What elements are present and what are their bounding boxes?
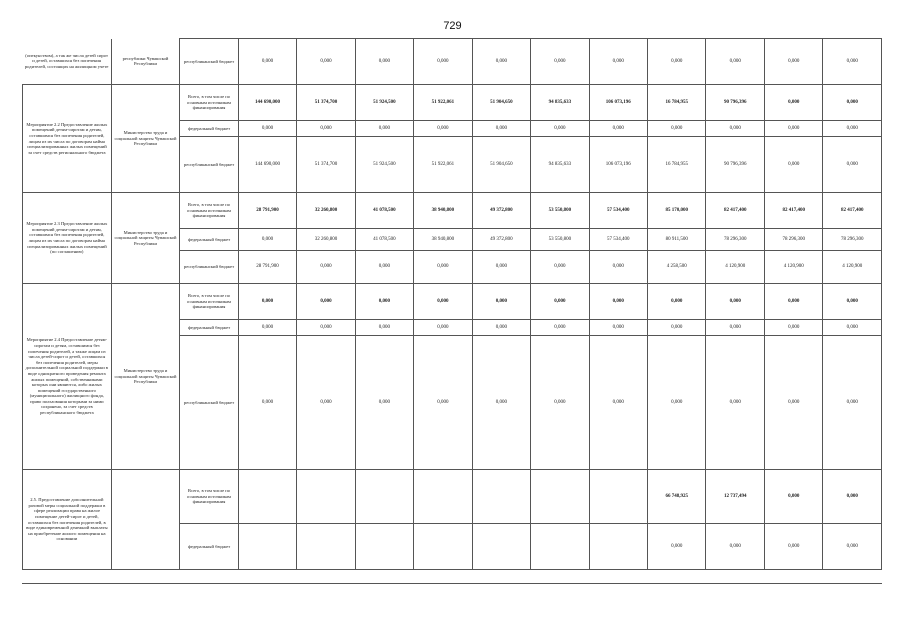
top-section-row xyxy=(23,39,882,85)
top-section-value-2: 0,000 xyxy=(297,39,355,85)
measure-5-value-4 xyxy=(414,524,472,570)
measure-4-value-6: 0,000 xyxy=(531,336,589,470)
page-number: 729 xyxy=(443,20,462,32)
measure-3-value-8: 4 258,500 xyxy=(648,251,706,284)
measure-2-value-3: 51 924,500 xyxy=(355,85,413,121)
measure-2-value-5: 51 904,650 xyxy=(472,137,530,193)
measure-5-funding-source: федеральный бюджет xyxy=(180,524,238,570)
measure-3-value-3: 41 078,500 xyxy=(355,229,413,251)
measure-5-value-9: 0,000 xyxy=(706,524,764,570)
measure-3-value-5: 49 372,800 xyxy=(472,229,530,251)
measure-4-funding-source: республиканский бюджет xyxy=(180,336,238,470)
measure-2-value-5: 0,000 xyxy=(472,121,530,137)
measure-4-value-2: 0,000 xyxy=(297,284,355,320)
measure-3-title: Мероприятие 2.3 Предоставление жилых помещений детям-сиротам и детям, оставшимся без попечения родителей, лицам из их числа по договорам найма специализированных жилых помещений (по соглашению) xyxy=(23,193,112,284)
measure-2-value-1: 144 690,000 xyxy=(238,137,296,193)
measure-4-value-9: 0,000 xyxy=(706,336,764,470)
top-section-value-6: 0,000 xyxy=(531,39,589,85)
measure-4-value-11: 0,000 xyxy=(823,320,882,336)
measure-3-value-4: 0,000 xyxy=(414,251,472,284)
measure-5-value-8: 66 748,925 xyxy=(648,470,706,524)
measure-5-value-6 xyxy=(531,524,589,570)
measure-4-value-8: 0,000 xyxy=(648,320,706,336)
measure-4-value-4: 0,000 xyxy=(414,284,472,320)
measure-2-funding-source: федеральный бюджет xyxy=(180,121,238,137)
measure-5-title: 2.5. Предоставление дополнительной разовой меры социальной поддержки в сфере реализации права на жилое помещение детей-сирот и детей, оставшихся без попечения родителей, в виде единовременной денежной выплаты на приобретение жилого помещения на основании xyxy=(23,470,112,570)
measure-2-funding-source: Всего, в том числе по основным источникам финансирования xyxy=(180,85,238,121)
top-section-value-11: 0,000 xyxy=(823,39,882,85)
measure-3-value-6: 53 550,800 xyxy=(531,229,589,251)
measure-2-value-10: 0,000 xyxy=(764,85,822,121)
measure-3-value-3: 0,000 xyxy=(355,251,413,284)
measure-2-value-2: 0,000 xyxy=(297,121,355,137)
measure-2-value-4: 51 922,061 xyxy=(414,85,472,121)
measure-5-funding-source: Всего, в том числе по основным источникам финансирования xyxy=(180,470,238,524)
measure-4-value-5: 0,000 xyxy=(472,284,530,320)
measure-5-value-5 xyxy=(472,524,530,570)
top-section-value-4: 0,000 xyxy=(414,39,472,85)
measure-5-value-8: 0,000 xyxy=(648,524,706,570)
measure-4-value-4: 0,000 xyxy=(414,320,472,336)
measure-4-value-7: 0,000 xyxy=(589,284,647,320)
measure-3-value-7: 57 534,400 xyxy=(589,229,647,251)
measure-4-value-10: 0,000 xyxy=(764,336,822,470)
measure-3-funding-source: федеральный бюджет xyxy=(180,229,238,251)
measure-2-value-2: 51 374,700 xyxy=(297,85,355,121)
measure-4-value-11: 0,000 xyxy=(823,336,882,470)
measure-3-value-6: 0,000 xyxy=(531,251,589,284)
measure-2-value-6: 0,000 xyxy=(531,121,589,137)
measure-2-value-3: 51 924,500 xyxy=(355,137,413,193)
measure-4-value-5: 0,000 xyxy=(472,336,530,470)
measure-3-value-4: 38 940,800 xyxy=(414,193,472,229)
measure-3-value-11: 78 296,300 xyxy=(823,229,882,251)
top-section-title: (опекунством), а так же числа детей сирот и детей, оставшихся без попечения родителей, состоящих на жилищном учете xyxy=(23,39,112,85)
measure-4-value-10: 0,000 xyxy=(764,320,822,336)
measure-2-value-6: 94 835,633 xyxy=(531,85,589,121)
measure-2-value-8: 16 784,955 xyxy=(648,85,706,121)
measure-2-value-7: 106 073,196 xyxy=(589,85,647,121)
top-section-value-5: 0,000 xyxy=(472,39,530,85)
measure-3-value-4: 38 940,800 xyxy=(414,229,472,251)
measure-3-value-1: 0,000 xyxy=(238,229,296,251)
measure-3-value-8: 85 170,000 xyxy=(648,193,706,229)
measure-2-value-3: 0,000 xyxy=(355,121,413,137)
measure-2-value-7: 106 073,196 xyxy=(589,137,647,193)
measure-3-value-7: 0,000 xyxy=(589,251,647,284)
measure-4-value-1: 0,000 xyxy=(238,320,296,336)
measure-2-value-8: 0,000 xyxy=(648,121,706,137)
measure-4-value-3: 0,000 xyxy=(355,320,413,336)
top-section-value-7: 0,000 xyxy=(589,39,647,85)
top-section-executor: республики Чувашской Республики xyxy=(111,39,180,85)
measure-2-value-4: 0,000 xyxy=(414,121,472,137)
measure-2-value-9: 0,000 xyxy=(706,121,764,137)
measure-4-value-1: 0,000 xyxy=(238,336,296,470)
measure-5-value-9: 12 737,494 xyxy=(706,470,764,524)
top-section-value-1: 0,000 xyxy=(238,39,296,85)
measure-3-executor: Министерство труда и социальной защиты Чувашской Республики xyxy=(111,193,180,284)
measure-5-value-10: 0,000 xyxy=(764,470,822,524)
measure-4-value-9: 0,000 xyxy=(706,284,764,320)
measure-4-value-11: 0,000 xyxy=(823,284,882,320)
measure-5-value-10: 0,000 xyxy=(764,524,822,570)
measure-2-funding-source: республиканский бюджет xyxy=(180,137,238,193)
measure-3-value-9: 82 417,400 xyxy=(706,193,764,229)
measure-4-value-10: 0,000 xyxy=(764,284,822,320)
measure-4-value-8: 0,000 xyxy=(648,284,706,320)
measure-4-value-1: 0,000 xyxy=(238,284,296,320)
measure-5-value-7 xyxy=(589,470,647,524)
measure-3-row xyxy=(23,193,882,229)
measure-3-value-2: 32 260,800 xyxy=(297,229,355,251)
measure-5-row xyxy=(23,470,882,524)
measure-3-value-1: 28 791,900 xyxy=(238,193,296,229)
measure-2-value-10: 0,000 xyxy=(764,121,822,137)
measure-2-value-1: 0,000 xyxy=(238,121,296,137)
measure-3-value-2: 32 260,800 xyxy=(297,193,355,229)
measure-2-value-9: 90 796,396 xyxy=(706,137,764,193)
measure-3-value-2: 0,000 xyxy=(297,251,355,284)
top-section-value-9: 0,000 xyxy=(706,39,764,85)
measure-3-value-1: 28 791,900 xyxy=(238,251,296,284)
measure-2-executor: Министерство труда и социальной защиты Чувашской Республики xyxy=(111,85,180,193)
measure-3-funding-source: Всего, в том числе по основным источникам финансирования xyxy=(180,193,238,229)
measure-3-funding-source: республиканский бюджет xyxy=(180,251,238,284)
measure-3-value-3: 41 078,500 xyxy=(355,193,413,229)
measure-4-value-7: 0,000 xyxy=(589,320,647,336)
top-section-value-8: 0,000 xyxy=(648,39,706,85)
measure-2-value-4: 51 922,061 xyxy=(414,137,472,193)
measure-3-value-11: 4 120,900 xyxy=(823,251,882,284)
measure-4-value-8: 0,000 xyxy=(648,336,706,470)
measure-3-value-8: 80 911,500 xyxy=(648,229,706,251)
measure-3-value-5: 49 372,800 xyxy=(472,193,530,229)
measure-2-value-7: 0,000 xyxy=(589,121,647,137)
measure-2-value-11: 0,000 xyxy=(823,85,882,121)
measure-2-value-9: 90 796,396 xyxy=(706,85,764,121)
measure-4-value-6: 0,000 xyxy=(531,284,589,320)
measure-2-value-6: 94 835,633 xyxy=(531,137,589,193)
measure-5-value-3 xyxy=(355,524,413,570)
measure-4-executor: Министерство труда и социальной защиты Чувашской Республики xyxy=(111,284,180,470)
top-section-value-3: 0,000 xyxy=(355,39,413,85)
measure-5-value-6 xyxy=(531,470,589,524)
measure-5-value-1 xyxy=(238,470,296,524)
measure-3-value-11: 82 417,400 xyxy=(823,193,882,229)
measure-4-funding-source: федеральный бюджет xyxy=(180,320,238,336)
measure-5-value-3 xyxy=(355,470,413,524)
measure-2-value-10: 0,000 xyxy=(764,137,822,193)
measure-4-value-6: 0,000 xyxy=(531,320,589,336)
measure-4-row xyxy=(23,284,882,320)
measure-3-value-6: 53 550,800 xyxy=(531,193,589,229)
measure-4-funding-source: Всего, в том числе по основным источникам финансирования xyxy=(180,284,238,320)
measure-2-value-11: 0,000 xyxy=(823,137,882,193)
measure-5-executor xyxy=(111,470,180,570)
measure-5-value-11: 0,000 xyxy=(823,524,882,570)
measure-4-value-3: 0,000 xyxy=(355,284,413,320)
measure-5-value-5 xyxy=(472,470,530,524)
top-section-funding-source: республиканский бюджет xyxy=(180,39,238,85)
measure-3-value-10: 4 120,900 xyxy=(764,251,822,284)
measure-2-value-11: 0,000 xyxy=(823,121,882,137)
measure-4-value-2: 0,000 xyxy=(297,336,355,470)
measure-4-value-7: 0,000 xyxy=(589,336,647,470)
measure-2-value-5: 51 904,650 xyxy=(472,85,530,121)
measure-2-row xyxy=(23,85,882,121)
measure-3-value-7: 57 534,400 xyxy=(589,193,647,229)
budget-table xyxy=(22,38,882,570)
top-section-value-10: 0,000 xyxy=(764,39,822,85)
measure-3-value-9: 4 120,900 xyxy=(706,251,764,284)
measure-5-value-2 xyxy=(297,524,355,570)
measure-4-value-4: 0,000 xyxy=(414,336,472,470)
measure-5-value-7 xyxy=(589,524,647,570)
measure-3-value-9: 78 296,300 xyxy=(706,229,764,251)
measure-4-value-2: 0,000 xyxy=(297,320,355,336)
measure-3-value-10: 82 417,400 xyxy=(764,193,822,229)
measure-2-value-2: 51 374,700 xyxy=(297,137,355,193)
measure-2-value-1: 144 690,000 xyxy=(238,85,296,121)
table-bottom-border xyxy=(22,583,882,584)
measure-3-value-5: 0,000 xyxy=(472,251,530,284)
measure-5-value-11: 0,000 xyxy=(823,470,882,524)
measure-4-value-3: 0,000 xyxy=(355,336,413,470)
measure-5-value-1 xyxy=(238,524,296,570)
measure-5-value-4 xyxy=(414,470,472,524)
measure-2-value-8: 16 784,955 xyxy=(648,137,706,193)
measure-4-value-5: 0,000 xyxy=(472,320,530,336)
measure-3-value-10: 78 296,300 xyxy=(764,229,822,251)
measure-5-value-2 xyxy=(297,470,355,524)
measure-4-value-9: 0,000 xyxy=(706,320,764,336)
measure-2-title: Мероприятие 2.2 Предоставление жилых помещений детям-сиротам и детям, оставшимся без попечения родителей, лицам из их числа по договорам найма специализированных жилых помещений за счет средств регионального бюджета xyxy=(23,85,112,193)
measure-4-title: Мероприятие 2.4 Предоставление детям-сиротам и детям, оставшимся без попечения родителей, а также лицам из числа детей-сирот и детей, оставшихся без попечения родителей, меры дополнительной социальной поддержки в виде однократного проведения ремонта жилых помещений, собственниками которых они являются, либо жилых помещений государственного (муниципального) жилищного фонда, право пользования которыми за ними сохранено, за счет средств республиканского бюджета xyxy=(23,284,112,470)
